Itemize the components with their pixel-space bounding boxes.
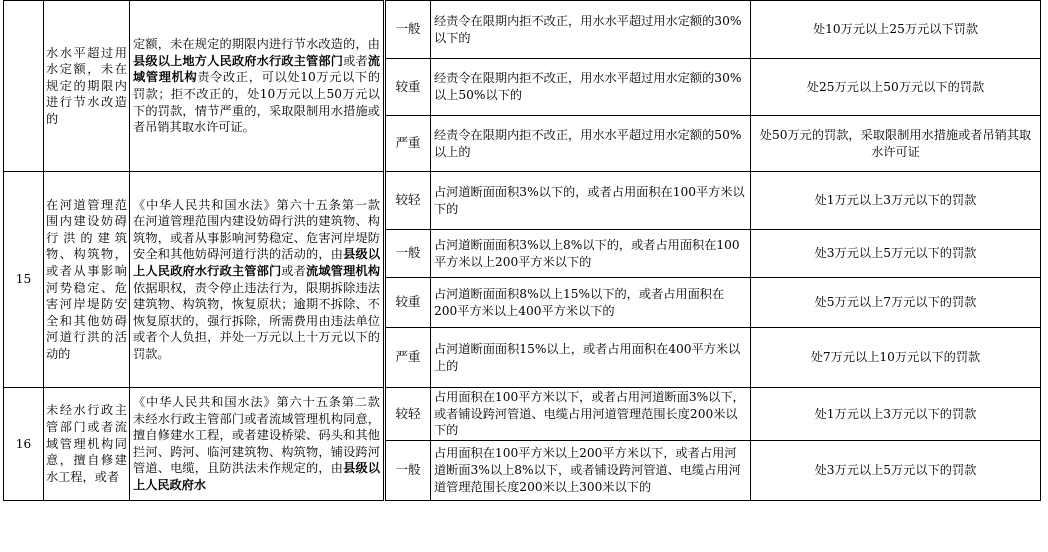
authority-emphasis: 流域管理机构 — [306, 263, 381, 278]
violation-condition: 经责令在限期内拒不改正，用水水平超过用水定额的50%以上的 — [431, 116, 751, 172]
severity-degree: 一般 — [385, 440, 431, 500]
penalty-standard: 处10万元以上25万元以下罚款 — [751, 1, 1041, 59]
violation-condition: 占河道断面面积8%以上15%以下的，或者占用面积在200平方米以上400平方米以下的 — [431, 278, 751, 328]
severity-degree: 严重 — [385, 116, 431, 172]
penalty-standard: 处5万元以上7万元以下的罚款 — [751, 278, 1041, 328]
violation-behavior: 未经水行政主管部门或者流域管理机构同意，擅自修建水工程，或者 — [44, 388, 130, 501]
basis-text: 依据职权，责令停止违法行为，限期拆除违法建筑物、构筑物，恢复原状；逾期不拆除、不恢复原状的，强行拆除，所需费用由违法单位或者个人负担，并处一万元以上十万元以下的罚款。 — [133, 280, 380, 361]
severity-degree: 严重 — [385, 328, 431, 388]
violation-condition: 经责令在限期内拒不改正，用水水平超过用水定额的30%以上50%以下的 — [431, 59, 751, 116]
table-row — [4, 388, 1041, 441]
basis-text: 定额，未在规定的期限内进行节水改造的，由 — [133, 37, 380, 52]
violation-condition: 占河道断面面积15%以上，或者占用面积在400平方米以上的 — [431, 328, 751, 388]
severity-degree: 一般 — [385, 1, 431, 59]
severity-degree: 一般 — [385, 230, 431, 278]
violation-behavior: 在河道管理范围内建设妨碍行洪的建筑物、构筑物，或者从事影响河势稳定、危害河岸堤防安全和其他妨碍河道行洪的活动的 — [44, 172, 130, 388]
legal-basis — [130, 172, 385, 388]
authority-emphasis: 县级以上人民政府水 — [133, 461, 381, 493]
basis-text: 责令改正，可以处10万元以下的罚款；拒不改正的，处10万元以上50万元以下的罚款，情节严重的，采取限制用水措施或者吊销其取水许可证。 — [133, 70, 381, 135]
legal-basis — [130, 1, 385, 172]
severity-degree: 较重 — [385, 59, 431, 116]
row-number: 15 — [4, 172, 44, 388]
table-row — [4, 1, 1041, 59]
penalty-standards-table — [3, 0, 1041, 501]
basis-text: 或者 — [281, 263, 307, 278]
row-number: 16 — [4, 388, 44, 501]
row-number — [4, 1, 44, 172]
authority-emphasis: 县级以上人民政府水行政主管部门 — [133, 247, 381, 278]
violation-condition: 占河道断面面积3%以下的，或者占用面积在100平方米以下的 — [431, 172, 751, 230]
authority-emphasis: 县级以上地方人民政府水行政主管部门 — [133, 53, 344, 68]
severity-degree: 较轻 — [385, 388, 431, 441]
penalty-standard: 处50万元的罚款，采取限制用水措施或者吊销其取水许可证 — [751, 116, 1041, 172]
table-row — [4, 172, 1041, 230]
basis-text: 《中华人民共和国水法》第六十五条第二款 未经水行政主管部门或者流域管理机构同意，擅自修建水工程，或者建设桥梁、码头和其他拦河、跨河、临河建筑物、构筑物，铺设跨河管道、电缆，且防洪法未作规定的，由 — [133, 395, 380, 476]
legal-basis — [130, 388, 385, 501]
basis-text: 或者 — [343, 53, 368, 68]
violation-condition: 占用面积在100平方米以上200平方米以下，或者占用河道断面3%以上8%以下，或者铺设跨河管道、电缆占用河道管理范围长度200米以上300米以下的 — [431, 440, 751, 500]
penalty-standard: 处1万元以上3万元以下的罚款 — [751, 388, 1041, 441]
severity-degree: 较轻 — [385, 172, 431, 230]
penalty-standard: 处3万元以上5万元以下的罚款 — [751, 230, 1041, 278]
violation-condition: 占用面积在100平方米以下，或者占用河道断面3%以下，或者铺设跨河管道、电缆占用河道管理范围长度200米以下的 — [431, 388, 751, 441]
penalty-standard: 处1万元以上3万元以下的罚款 — [751, 172, 1041, 230]
basis-text: 《中华人民共和国水法》第六十五条第一款 在河道管理范围内建设妨碍行洪的建筑物、构筑物，或者从事影响河势稳定、危害河岸堤防安全和其他妨碍河道行洪的活动的，由 — [133, 197, 380, 262]
authority-emphasis: 流域管理机构 — [133, 53, 381, 85]
penalty-standard: 处3万元以上5万元以下的罚款 — [751, 440, 1041, 500]
penalty-standard: 处7万元以上10万元以下的罚款 — [751, 328, 1041, 388]
penalty-standard: 处25万元以上50万元以下的罚款 — [751, 59, 1041, 116]
severity-degree: 较重 — [385, 278, 431, 328]
violation-behavior: 水水平超过用水定额，未在规定的期限内进行节水改造的 — [44, 1, 130, 172]
violation-condition: 经责令在限期内拒不改正，用水水平超过用水定额的30%以下的 — [431, 1, 751, 59]
violation-condition: 占河道断面面积3%以上8%以下的，或者占用面积在100平方米以上200平方米以下的 — [431, 230, 751, 278]
